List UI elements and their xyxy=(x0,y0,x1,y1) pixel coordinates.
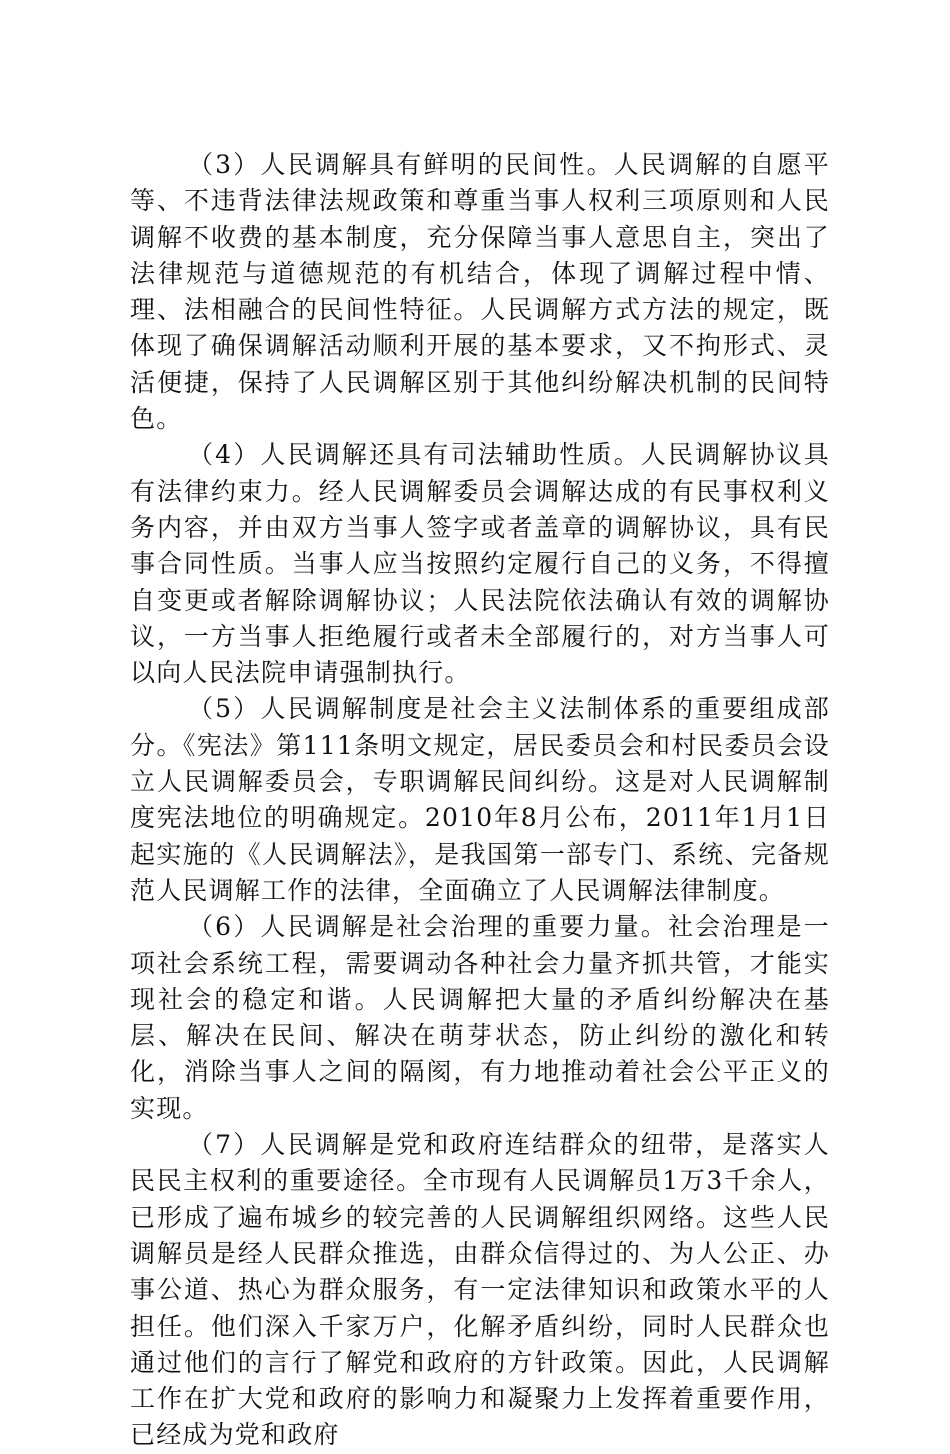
paragraph-6: （6）人民调解是社会治理的重要力量。社会治理是一项社会系统工程，需要调动各种社会力量齐抓共管，才能实现社会的稳定和谐。人民调解把大量的矛盾纠纷解决在基层、解决在民间、解决在萌芽状态，防止纠纷的激化和转化，消除当事人之间的隔阂，有力地推动着社会公平正义的实现。 xyxy=(130,912,830,1123)
paragraph-7: （7）人民调解是党和政府连结群众的纽带，是落实人民民主权利的重要途径。全市现有人民调解员1万3千余人，已形成了遍布城乡的较完善的人民调解组织网络。这些人民调解员是经人民群众推选，由群众信得过的、为人公正、办事公道、热心为群众服务，有一定法律知识和政策水平的人担任。他们深入千家万户，化解矛盾纠纷，同时人民群众也通过他们的言行了解党和政府的方针政策。因此，人民调解工作在扩大党和政府的影响力和凝聚力上发挥着重要作用，已经成为党和政府 xyxy=(130,1130,830,1450)
paragraph-4: （4）人民调解还具有司法辅助性质。人民调解协议具有法律约束力。经人民调解委员会调解达成的有民事权利义务内容，并由双方当事人签字或者盖章的调解协议，具有民事合同性质。当事人应当按照约定履行自己的义务，不得擅自变更或者解除调解协议；人民法院依法确认有效的调解协议，一方当事人拒绝履行或者未全部履行的，对方当事人可以向人民法院申请强制执行。 xyxy=(130,440,830,688)
document-page xyxy=(130,147,830,1454)
paragraph-5: （5）人民调解制度是社会主义法制体系的重要组成部分。《宪法》第111条明文规定，居民委员会和村民委员会设立人民调解委员会，专职调解民间纠纷。这是对人民调解制度宪法地位的明确规定。2010年8月公布，2011年1月1日起实施的《人民调解法》，是我国第一部专门、系统、完备规范人民调解工作的法律，全面确立了人民调解法律制度。 xyxy=(130,694,830,905)
paragraph-3: （3）人民调解具有鲜明的民间性。人民调解的自愿平等、不违背法律法规政策和尊重当事人权利三项原则和人民调解不收费的基本制度，充分保障当事人意思自主，突出了法律规范与道德规范的有机结合，体现了调解过程中情、理、法相融合的民间性特征。人民调解方式方法的规定，既体现了确保调解活动顺利开展的基本要求，又不拘形式、灵活便捷，保持了人民调解区别于其他纠纷解决机制的民间特色。 xyxy=(130,150,830,434)
